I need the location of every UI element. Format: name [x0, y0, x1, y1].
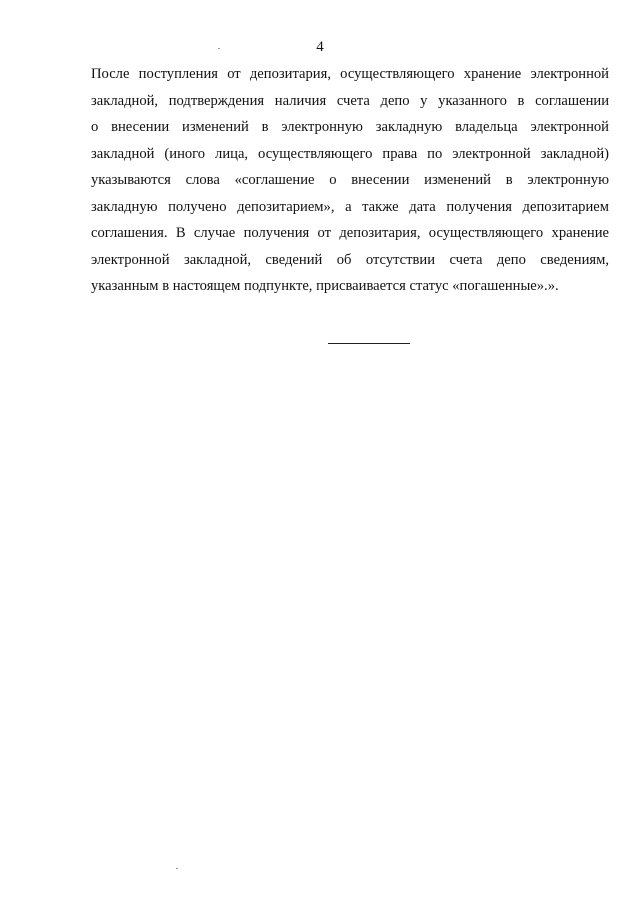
- scan-speck: [218, 48, 220, 49]
- paragraph-line: закладной, подтверждения наличия счета депо у указанного в соглашении: [91, 92, 609, 109]
- paragraph-line: указанным в настоящем подпункте, присваивается статус «погашенные».».: [91, 278, 559, 294]
- paragraph-line: закладную получено депозитарием», а также дата получения депозитарием: [91, 198, 609, 215]
- paragraph-line: закладной (иного лица, осуществляющего права по электронной закладной): [91, 145, 609, 162]
- paragraph-line: После поступления от депозитария, осуществляющего хранение электронной: [91, 66, 609, 82]
- paragraph-line: соглашения. В случае получения от депозитария, осуществляющего хранение: [91, 225, 609, 241]
- closing-divider-line: [328, 343, 410, 344]
- paragraph-line: о внесении изменений в электронную закладную владельца электронной: [91, 119, 609, 135]
- paragraph: [91, 61, 609, 300]
- paragraph-line: указываются слова «соглашение о внесении изменений в электронную: [91, 172, 609, 188]
- scan-speck: [176, 868, 178, 869]
- paragraph-line: электронной закладной, сведений об отсутствии счета депо сведениям,: [91, 251, 609, 268]
- page-number: 4: [316, 39, 324, 55]
